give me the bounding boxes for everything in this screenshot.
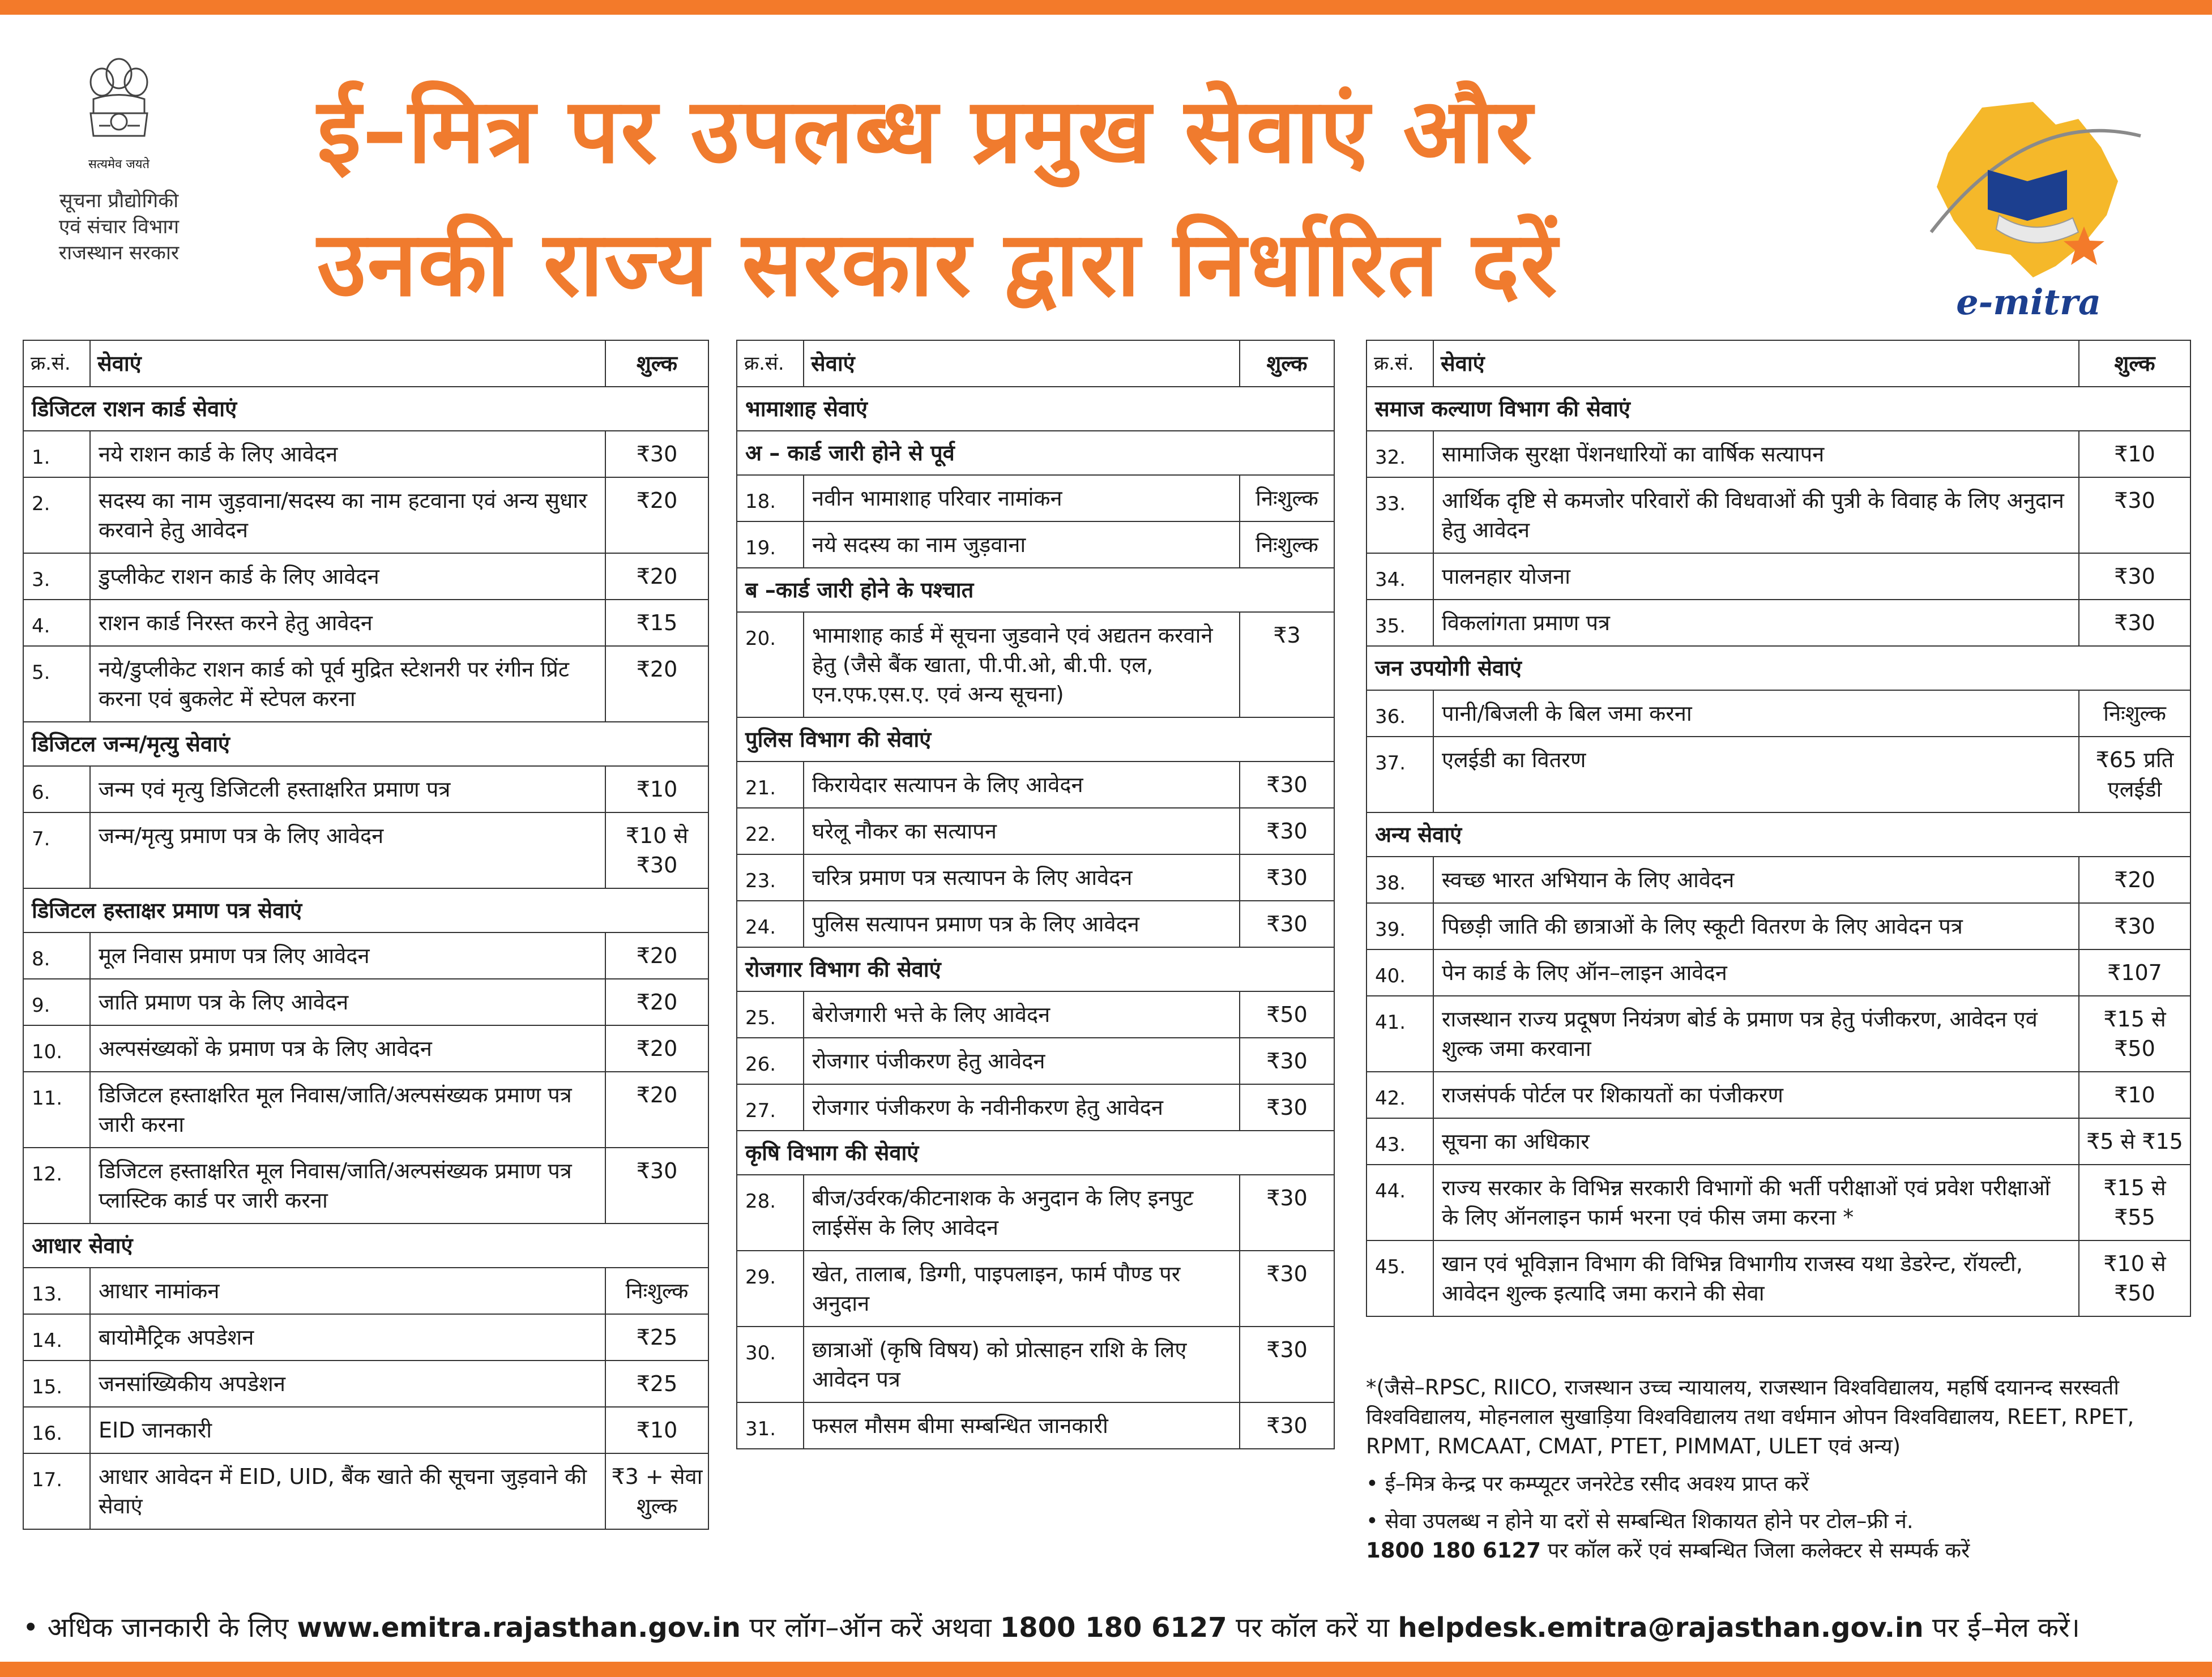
service-number: 40. <box>1367 949 1433 996</box>
service-row <box>1367 690 2190 737</box>
dept-line-3: राजस्थान सरकार <box>58 242 180 264</box>
service-name: आर्थिक दृष्टि से कमजोर परिवारों की विधवाओं की पुत्री के विवाह के लिए अनुदान हेतु आवेदन <box>1433 477 2079 553</box>
category-row <box>737 431 1334 475</box>
service-fee: ₹10 से ₹50 <box>2079 1240 2190 1316</box>
service-name: नये राशन कार्ड के लिए आवेदन <box>90 431 605 477</box>
service-number: 36. <box>1367 690 1433 737</box>
service-number: 17. <box>23 1453 90 1529</box>
service-row <box>23 1314 708 1361</box>
service-fee: ₹30 <box>2079 477 2190 553</box>
service-row <box>737 1402 1334 1449</box>
service-number: 39. <box>1367 903 1433 949</box>
service-name: खान एवं भूविज्ञान विभाग की विभिन्न विभागीय राजस्व यथा डेडरेन्ट, रॉयल्टी, आवेदन शुल्क इत्यादि जमा कराने की सेवा <box>1433 1240 2079 1316</box>
service-fee: ₹20 <box>2079 857 2190 903</box>
service-row <box>737 1327 1334 1402</box>
service-name: राज्य सरकार के विभिन्न सरकारी विभागों की भर्ती परीक्षाओं एवं प्रवेश परीक्षाओं के लिए ऑनलाइन फार्म भरना एवं फीस जमा करना * <box>1433 1165 2079 1240</box>
service-fee: ₹25 <box>605 1361 708 1407</box>
service-name: चरित्र प्रमाण पत्र सत्यापन के लिए आवेदन <box>804 854 1240 901</box>
category-title: अन्य सेवाएं <box>1367 812 2190 857</box>
category-title: अ – कार्ड जारी होने से पूर्व <box>737 431 1334 475</box>
service-number: 18. <box>737 475 804 521</box>
service-fee: ₹65 प्रति एलईडी <box>2079 737 2190 812</box>
service-fee: ₹10 से ₹30 <box>605 812 708 888</box>
category-title: ब –कार्ड जारी होने के पश्चात <box>737 568 1334 612</box>
service-row <box>23 812 708 888</box>
service-fee: निःशुल्क <box>2079 690 2190 737</box>
service-fee: निःशुल्क <box>1240 521 1334 568</box>
service-number: 19. <box>737 521 804 568</box>
service-number: 12. <box>23 1148 90 1223</box>
service-row <box>1367 431 2190 477</box>
service-name: छात्राओं (कृषि विषय) को प्रोत्साहन राशि के लिए आवेदन पत्र <box>804 1327 1240 1402</box>
service-number: 15. <box>23 1361 90 1407</box>
tollfree-number: 1800 180 6127 <box>1366 1538 1541 1563</box>
note-complaint-rest: पर कॉल करें एवं सम्बन्धित जिला कलेक्टर से सम्पर्क करें <box>1547 1538 1970 1563</box>
service-row <box>737 854 1334 901</box>
service-number: 26. <box>737 1038 804 1084</box>
category-title: डिजिटल जन्म/मृत्यु सेवाएं <box>23 722 708 766</box>
footer-website-link[interactable]: www.emitra.rajasthan.gov.in <box>297 1612 741 1644</box>
bottom-orange-bar <box>0 1662 2212 1677</box>
services-table-3 <box>1366 340 2191 1317</box>
service-fee: ₹20 <box>605 646 708 722</box>
service-number: 32. <box>1367 431 1433 477</box>
service-name: डिजिटल हस्ताक्षरित मूल निवास/जाति/अल्पसंख्यक प्रमाण पत्र प्लास्टिक कार्ड पर जारी करना <box>90 1148 605 1223</box>
service-fee: ₹107 <box>2079 949 2190 996</box>
service-row <box>23 1268 708 1314</box>
service-name: पालनहार योजना <box>1433 553 2079 600</box>
service-row <box>23 1148 708 1223</box>
department-name <box>23 188 215 266</box>
service-number: 20. <box>737 612 804 717</box>
header-service: सेवाएं <box>804 340 1240 387</box>
service-row <box>1367 1118 2190 1165</box>
header-fee: शुल्क <box>2079 340 2190 387</box>
service-name: पेन कार्ड के लिए ऑन–लाइन आवेदन <box>1433 949 2079 996</box>
service-name: डिजिटल हस्ताक्षरित मूल निवास/जाति/अल्पसंख्यक प्रमाण पत्र जारी करना <box>90 1072 605 1148</box>
service-name: आधार नामांकन <box>90 1268 605 1314</box>
service-number: 28. <box>737 1175 804 1251</box>
footer-part-1: • अधिक जानकारी के लिए <box>23 1612 289 1644</box>
service-fee: ₹20 <box>605 979 708 1025</box>
service-fee: ₹30 <box>1240 901 1334 947</box>
service-fee: ₹30 <box>1240 854 1334 901</box>
footer-part-4: पर ई–मेल करें। <box>1932 1612 2080 1644</box>
service-number: 4. <box>23 600 90 646</box>
service-fee: ₹15 से ₹50 <box>2079 996 2190 1072</box>
service-number: 25. <box>737 991 804 1038</box>
service-name: नये/डुप्लीकेट राशन कार्ड को पूर्व मुद्रित स्टेशनरी पर रंगीन प्रिंट करना एवं बुकलेट में स्टेपल करना <box>90 646 605 722</box>
footer-phone: 1800 180 6127 <box>1000 1612 1227 1644</box>
service-name: पिछड़ी जाति की छात्राओं के लिए स्कूटी वितरण के लिए आवेदन पत्र <box>1433 903 2079 949</box>
service-name: सामाजिक सुरक्षा पेंशनधारियों का वार्षिक सत्यापन <box>1433 431 2079 477</box>
service-name: एलईडी का वितरण <box>1433 737 2079 812</box>
category-title: कृषि विभाग की सेवाएं <box>737 1131 1334 1175</box>
service-number: 14. <box>23 1314 90 1361</box>
category-row <box>23 1223 708 1268</box>
service-row <box>23 600 708 646</box>
service-row <box>1367 1240 2190 1316</box>
logo-text: e-mitra <box>1956 281 2101 323</box>
service-number: 6. <box>23 766 90 812</box>
service-fee: ₹50 <box>1240 991 1334 1038</box>
service-name: राजसंपर्क पोर्टल पर शिकायतों का पंजीकरण <box>1433 1072 2079 1118</box>
service-row <box>737 521 1334 568</box>
service-fee: ₹10 <box>2079 431 2190 477</box>
service-name: राजस्थान राज्य प्रदूषण नियंत्रण बोर्ड के प्रमाण पत्र हेतु पंजीकरण, आवेदन एवं शुल्क जमा करवाना <box>1433 996 2079 1072</box>
service-row <box>23 553 708 600</box>
service-fee: ₹20 <box>605 1025 708 1072</box>
service-fee: ₹10 <box>605 1407 708 1453</box>
service-fee: ₹30 <box>1240 1402 1334 1449</box>
service-name: खेत, तालाब, डिग्गी, पाइपलाइन, फार्म पौण्ड पर अनुदान <box>804 1251 1240 1327</box>
service-name: स्वच्छ भारत अभियान के लिए आवेदन <box>1433 857 2079 903</box>
category-row <box>737 717 1334 762</box>
service-row <box>737 1251 1334 1327</box>
table-header-row <box>737 340 1334 387</box>
note-complaint-line2 <box>1366 1536 2190 1565</box>
dept-line-1: सूचना प्रौद्योगिकी <box>59 190 179 212</box>
note-receipt: • ई–मित्र केन्द्र पर कम्प्यूटर जनरेटेड रसीद अवश्य प्राप्त करें <box>1366 1471 1809 1496</box>
service-row <box>23 431 708 477</box>
service-name: जन्म एवं मृत्यु डिजिटली हस्ताक्षरित प्रमाण पत्र <box>90 766 605 812</box>
service-name: बीज/उर्वरक/कीटनाशक के अनुदान के लिए इनपुट लाईसेंस के लिए आवेदन <box>804 1175 1240 1251</box>
footnote-text: *(जैसे–RPSC, RIICO, राजस्थान उच्च न्यायालय, राजस्थान विश्वविद्यालय, महर्षि दयानन्द सरस्वती विश्वविद्यालय, मोहनलाल सुखाड़िया विश्वविद्यालय तथा वर्धमान ओपन विश्वविद्यालय, REET, RPET, RPMT, RMCAAT, CMAT, PTET, PIMMAT, ULET एवं अन्य) <box>1366 1375 2134 1458</box>
service-row <box>23 766 708 812</box>
service-name: विकलांगता प्रमाण पत्र <box>1433 600 2079 646</box>
service-fee: ₹30 <box>1240 1251 1334 1327</box>
emblem-motto: सत्यमेव जयते <box>88 157 150 172</box>
service-fee: ₹20 <box>605 553 708 600</box>
service-fee: ₹3 + सेवा शुल्क <box>605 1453 708 1529</box>
service-row <box>23 646 708 722</box>
service-row <box>23 477 708 553</box>
service-name: नवीन भामाशाह परिवार नामांकन <box>804 475 1240 521</box>
service-number: 16. <box>23 1407 90 1453</box>
service-number: 9. <box>23 979 90 1025</box>
service-name: मूल निवास प्रमाण पत्र लिए आवेदन <box>90 932 605 979</box>
service-fee: ₹20 <box>605 1072 708 1148</box>
service-fee: ₹30 <box>605 1148 708 1223</box>
service-row <box>1367 1165 2190 1240</box>
service-row <box>737 762 1334 808</box>
service-fee: ₹15 <box>605 600 708 646</box>
service-number: 22. <box>737 808 804 854</box>
service-number: 11. <box>23 1072 90 1148</box>
service-name: बेरोजगारी भत्ते के लिए आवेदन <box>804 991 1240 1038</box>
service-number: 24. <box>737 901 804 947</box>
title-line-2: उनकी राज्य सरकार द्वारा निर्धारित दरें <box>317 212 1558 316</box>
service-number: 33. <box>1367 477 1433 553</box>
table-header-row <box>23 340 708 387</box>
service-row <box>23 1025 708 1072</box>
category-row <box>737 947 1334 991</box>
service-number: 7. <box>23 812 90 888</box>
service-row <box>23 979 708 1025</box>
category-row <box>23 888 708 932</box>
services-table-1 <box>23 340 709 1530</box>
category-title: डिजिटल राशन कार्ड सेवाएं <box>23 387 708 431</box>
service-name: अल्पसंख्यकों के प्रमाण पत्र के लिए आवेदन <box>90 1025 605 1072</box>
service-name: किरायेदार सत्यापन के लिए आवेदन <box>804 762 1240 808</box>
category-title: जन उपयोगी सेवाएं <box>1367 646 2190 690</box>
services-table-2 <box>736 340 1335 1449</box>
header-service: सेवाएं <box>1433 340 2079 387</box>
notes-block <box>1366 1373 2190 1565</box>
service-name: बायोमैट्रिक अपडेशन <box>90 1314 605 1361</box>
service-fee: ₹30 <box>2079 903 2190 949</box>
category-title: भामाशाह सेवाएं <box>737 387 1334 431</box>
service-name: EID जानकारी <box>90 1407 605 1453</box>
service-number: 23. <box>737 854 804 901</box>
header-service: सेवाएं <box>90 340 605 387</box>
service-name: रोजगार पंजीकरण के नवीनीकरण हेतु आवेदन <box>804 1084 1240 1131</box>
service-fee: निःशुल्क <box>1240 475 1334 521</box>
category-title: पुलिस विभाग की सेवाएं <box>737 717 1334 762</box>
footer-part-3: पर कॉल करें या <box>1235 1612 1390 1644</box>
service-fee: ₹20 <box>605 932 708 979</box>
emitra-logo <box>1914 85 2152 323</box>
service-number: 29. <box>737 1251 804 1327</box>
service-row <box>23 932 708 979</box>
service-number: 10. <box>23 1025 90 1072</box>
service-fee: ₹10 <box>2079 1072 2190 1118</box>
service-fee: ₹30 <box>605 431 708 477</box>
service-row <box>1367 737 2190 812</box>
service-name: सूचना का अधिकार <box>1433 1118 2079 1165</box>
footer-email-link[interactable]: helpdesk.emitra@rajasthan.gov.in <box>1398 1612 1924 1644</box>
service-fee: ₹30 <box>1240 1175 1334 1251</box>
service-number: 34. <box>1367 553 1433 600</box>
service-row <box>23 1361 708 1407</box>
service-row <box>23 1453 708 1529</box>
service-number: 27. <box>737 1084 804 1131</box>
service-name: फसल मौसम बीमा सम्बन्धित जानकारी <box>804 1402 1240 1449</box>
category-row <box>737 1131 1334 1175</box>
service-row <box>1367 477 2190 553</box>
service-fee: ₹30 <box>2079 553 2190 600</box>
service-name: रोजगार पंजीकरण हेतु आवेदन <box>804 1038 1240 1084</box>
category-row <box>1367 646 2190 690</box>
service-number: 30. <box>737 1327 804 1402</box>
category-row <box>737 387 1334 431</box>
service-row <box>1367 1072 2190 1118</box>
note-complaint: • सेवा उपलब्ध न होने या दरों से सम्बन्धित शिकायत होने पर टोल–फ्री नं. <box>1366 1509 1914 1533</box>
service-name: डुप्लीकेट राशन कार्ड के लिए आवेदन <box>90 553 605 600</box>
service-name: नये सदस्य का नाम जुड़वाना <box>804 521 1240 568</box>
service-number: 38. <box>1367 857 1433 903</box>
service-number: 35. <box>1367 600 1433 646</box>
service-number: 45. <box>1367 1240 1433 1316</box>
service-name: जन्म/मृत्यु प्रमाण पत्र के लिए आवेदन <box>90 812 605 888</box>
service-number: 41. <box>1367 996 1433 1072</box>
category-row <box>737 568 1334 612</box>
category-row <box>23 722 708 766</box>
service-fee: निःशुल्क <box>605 1268 708 1314</box>
service-row <box>1367 996 2190 1072</box>
header-sn: क्र.सं. <box>1367 340 1433 387</box>
category-title: रोजगार विभाग की सेवाएं <box>737 947 1334 991</box>
emblem-block <box>23 51 215 266</box>
service-number: 5. <box>23 646 90 722</box>
service-row <box>737 1084 1334 1131</box>
service-number: 2. <box>23 477 90 553</box>
service-row <box>737 901 1334 947</box>
header-fee: शुल्क <box>605 340 708 387</box>
service-number: 42. <box>1367 1072 1433 1118</box>
service-row <box>23 1072 708 1148</box>
category-row <box>1367 812 2190 857</box>
service-number: 8. <box>23 932 90 979</box>
service-name: पानी/बिजली के बिल जमा करना <box>1433 690 2079 737</box>
service-number: 1. <box>23 431 90 477</box>
service-fee: ₹30 <box>1240 1327 1334 1402</box>
service-name: राशन कार्ड निरस्त करने हेतु आवेदन <box>90 600 605 646</box>
category-title: आधार सेवाएं <box>23 1223 708 1268</box>
top-orange-bar <box>0 0 2212 15</box>
service-row <box>737 475 1334 521</box>
service-row <box>23 1407 708 1453</box>
service-row <box>737 808 1334 854</box>
service-fee: ₹30 <box>1240 1084 1334 1131</box>
service-number: 37. <box>1367 737 1433 812</box>
service-number: 31. <box>737 1402 804 1449</box>
service-fee: ₹15 से ₹55 <box>2079 1165 2190 1240</box>
service-number: 21. <box>737 762 804 808</box>
footer-info <box>23 1611 2192 1645</box>
service-row <box>737 1038 1334 1084</box>
service-fee: ₹25 <box>605 1314 708 1361</box>
header-fee: शुल्क <box>1240 340 1334 387</box>
category-row <box>23 387 708 431</box>
service-number: 3. <box>23 553 90 600</box>
service-fee: ₹20 <box>605 477 708 553</box>
service-name: सदस्य का नाम जुड़वाना/सदस्य का नाम हटवाना एवं अन्य सुधार करवाने हेतु आवेदन <box>90 477 605 553</box>
service-fee: ₹30 <box>2079 600 2190 646</box>
category-title: डिजिटल हस्ताक्षर प्रमाण पत्र सेवाएं <box>23 888 708 932</box>
service-row <box>1367 949 2190 996</box>
service-row <box>737 612 1334 717</box>
service-row <box>737 1175 1334 1251</box>
service-row <box>1367 600 2190 646</box>
service-number: 13. <box>23 1268 90 1314</box>
category-row <box>1367 387 2190 431</box>
service-row <box>737 991 1334 1038</box>
header-sn: क्र.सं. <box>737 340 804 387</box>
service-name: जाति प्रमाण पत्र के लिए आवेदन <box>90 979 605 1025</box>
title-line-1: ई–मित्र पर उपलब्ध प्रमुख सेवाएं और <box>317 79 1534 183</box>
service-name: जनसांख्यिकीय अपडेशन <box>90 1361 605 1407</box>
service-fee: ₹30 <box>1240 808 1334 854</box>
dept-line-2: एवं संचार विभाग <box>58 216 180 238</box>
service-row <box>1367 903 2190 949</box>
service-row <box>1367 553 2190 600</box>
service-fee: ₹30 <box>1240 1038 1334 1084</box>
service-number: 43. <box>1367 1118 1433 1165</box>
service-name: पुलिस सत्यापन प्रमाण पत्र के लिए आवेदन <box>804 901 1240 947</box>
category-title: समाज कल्याण विभाग की सेवाएं <box>1367 387 2190 431</box>
service-fee: ₹3 <box>1240 612 1334 717</box>
footer-part-2: पर लॉग–ऑन करें अथवा <box>749 1612 992 1644</box>
page-title <box>317 65 1846 331</box>
table-header-row <box>1367 340 2190 387</box>
header-sn: क्र.सं. <box>23 340 90 387</box>
service-name: घरेलू नौकर का सत्यापन <box>804 808 1240 854</box>
service-row <box>1367 857 2190 903</box>
service-name: भामाशाह कार्ड में सूचना जुडवाने एवं अद्यतन करवाने हेतु (जैसे बैंक खाता, पी.पी.ओ, बी.पी. एल, एन.एफ.एस.ए. एवं अन्य सूचना) <box>804 612 1240 717</box>
ashoka-emblem-icon <box>76 51 161 153</box>
service-fee: ₹10 <box>605 766 708 812</box>
service-fee: ₹5 से ₹15 <box>2079 1118 2190 1165</box>
service-fee: ₹30 <box>1240 762 1334 808</box>
service-name: आधार आवेदन में EID, UID, बैंक खाते की सूचना जुड़वाने की सेवाएं <box>90 1453 605 1529</box>
service-number: 44. <box>1367 1165 1433 1240</box>
